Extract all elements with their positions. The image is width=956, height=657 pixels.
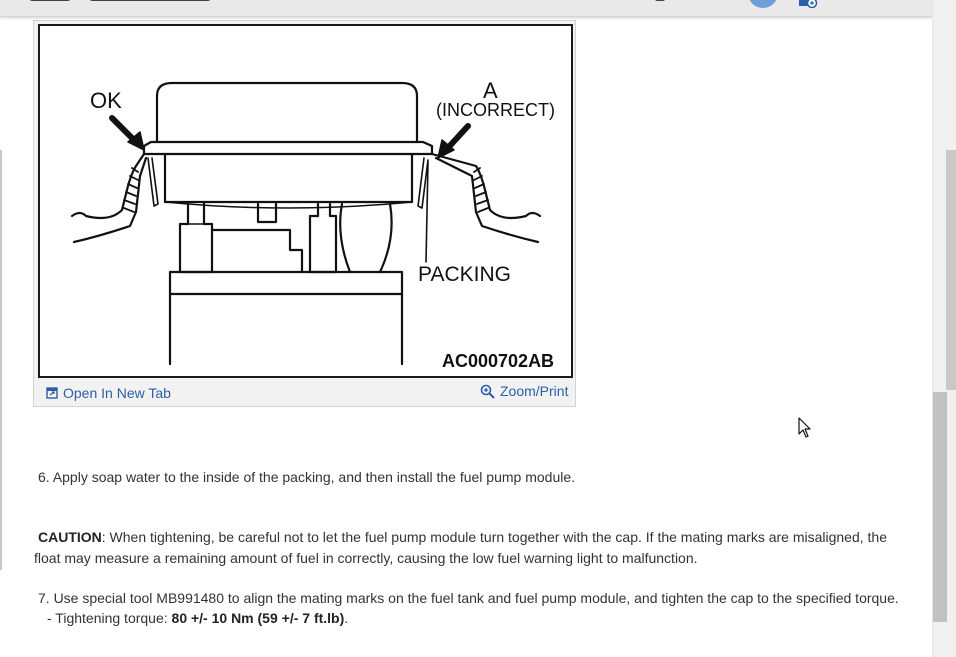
zoom-print-label: Zoom/Print xyxy=(500,383,569,399)
caution-label: CAUTION xyxy=(38,529,102,545)
scrollbar-upper-region xyxy=(946,150,956,390)
callout-incorrect: (INCORRECT) xyxy=(436,100,555,120)
open-new-tab-link[interactable] xyxy=(46,385,171,401)
callout-packing: PACKING xyxy=(418,263,511,286)
step-7: 7. Use special tool MB991480 to align the mating marks on the fuel tank and fuel pump module, and tighten the cap to the specified torque. xyxy=(38,590,899,606)
callout-a: A xyxy=(483,78,498,103)
zoom-print-link[interactable] xyxy=(480,383,568,399)
toolbar-text-fragment xyxy=(30,0,70,1)
toolbar-text-fragment xyxy=(90,0,210,1)
caution-line-1 xyxy=(38,527,887,547)
figure-footer xyxy=(38,381,573,405)
torque-value: 80 +/- 10 Nm (59 +/- 7 ft.lb) xyxy=(171,610,345,626)
avatar[interactable] xyxy=(748,0,778,8)
window-left-edge xyxy=(0,150,2,570)
app-icon[interactable] xyxy=(799,0,821,8)
toolbar-text-fragment xyxy=(655,0,665,1)
open-new-tab-icon xyxy=(46,387,58,399)
scrollbar-thumb[interactable] xyxy=(933,392,947,622)
figure-id: AC000702AB xyxy=(442,351,555,371)
torque-suffix: . xyxy=(344,610,349,626)
caution-text-1: : When tightening, be careful not to let the fuel pump module turn together with the cap. If the mating marks are misaligned, the xyxy=(101,529,887,545)
tightening-torque xyxy=(47,608,348,628)
top-toolbar xyxy=(0,0,932,17)
torque-prefix: - Tightening torque: xyxy=(47,610,172,626)
open-new-tab-label: Open In New Tab xyxy=(63,385,171,401)
step-6: 6. Apply soap water to the inside of the packing, and then install the fuel pump module. xyxy=(38,469,576,485)
callout-ok: OK xyxy=(90,88,122,113)
mouse-pointer-icon xyxy=(798,417,812,439)
fuel-pump-diagram[interactable] xyxy=(38,24,573,378)
caution-line-2: float may measure a remaining amount of fuel in correctly, causing the low fuel warning light to malfunction. xyxy=(34,550,698,566)
magnifier-plus-icon xyxy=(480,384,495,399)
